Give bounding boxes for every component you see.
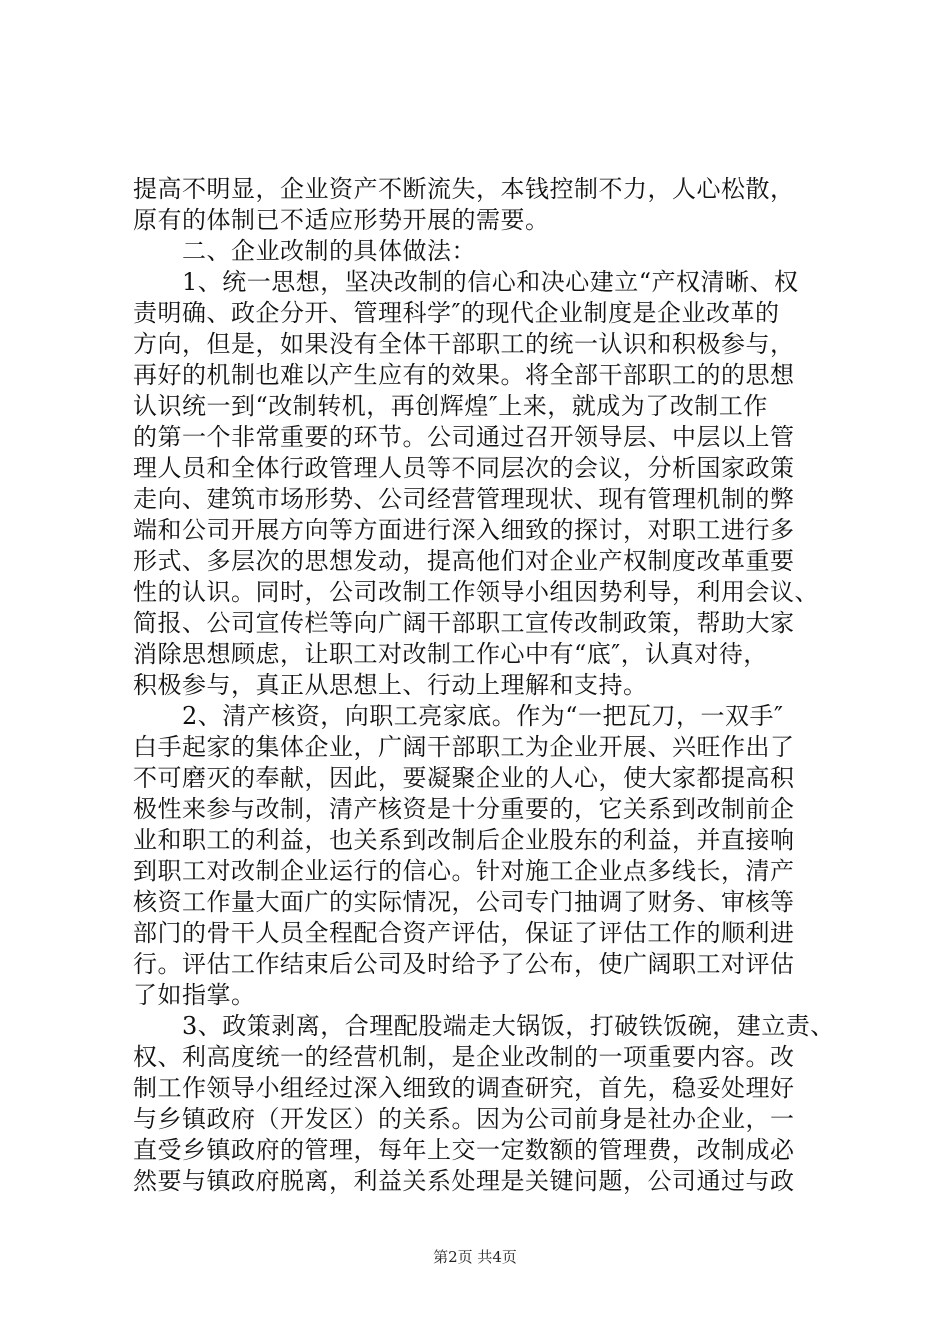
text-line: 责明确、政企分开、管理科学″的现代企业制度是企业改革的 (133, 299, 780, 327)
text-line: 然要与镇政府脱离，利益关系处理是关键问题，公司通过与政 (133, 1167, 795, 1195)
text-line: 积极参与，真正从思想上、行动上理解和支持。 (133, 671, 648, 699)
text-line: 部门的骨干人员全程配合资产评估，保证了评估工作的顺利进 (133, 919, 795, 947)
text-line: 不可磨灭的奉献，因此，要凝聚企业的人心，使大家都提高积 (133, 764, 795, 792)
text-line: 1、统一思想，坚决改制的信心和决心建立“产权清晰、权 (133, 268, 799, 296)
text-line: 性的认识。同时，公司改制工作领导小组因势利导，利用会议、 (133, 578, 819, 606)
text-line: 认识统一到“改制转机，再创辉煌″上来，就成为了改制工作 (133, 392, 768, 420)
text-line: 白手起家的集体企业，广阔干部职工为企业开展、兴旺作出了 (133, 733, 795, 761)
text-line: 方向，但是，如果没有全体干部职工的统一认识和积极参与， (133, 330, 795, 358)
text-line: 理人员和全体行政管理人员等不同层次的会议，分析国家政策 (133, 454, 795, 482)
text-line: 极性来参与改制，清产核资是十分重要的，它关系到改制前企 (133, 795, 795, 823)
text-line: 的第一个非常重要的环节。公司通过召开领导层、中层以上管 (133, 423, 795, 451)
section-heading: 二、企业改制的具体做法： (133, 237, 476, 265)
text-line: 行。评估工作结束后公司及时给予了公布，使广阔职工对评估 (133, 950, 795, 978)
text-line: 再好的机制也难以产生应有的效果。将全部干部职工的的思想 (133, 361, 795, 389)
text-line: 与乡镇政府（开发区）的关系。因为公司前身是社办企业，一 (133, 1105, 795, 1133)
text-line: 业和职工的利益，也关系到改制后企业股东的利益，并直接响 (133, 826, 795, 854)
document-body (133, 174, 833, 1197)
page-number-footer: 第2页 共4页 (433, 1248, 517, 1266)
text-line: 权、利高度统一的经营机制，是企业改制的一项重要内容。改 (133, 1043, 795, 1071)
text-line: 简报、公司宣传栏等向广阔干部职工宣传改制政策，帮助大家 (133, 609, 795, 637)
text-line: 2、清产核资，向职工亮家底。作为“一把瓦刀，一双手″ (133, 702, 784, 730)
text-line: 提高不明显，企业资产不断流失，本钱控制不力，人心松散， (133, 175, 795, 203)
text-line: 走向、建筑市场形势、公司经营管理现状、现有管理机制的弊 (133, 485, 795, 513)
text-line: 核资工作量大面广的实际情况，公司专门抽调了财务、审核等 (133, 888, 795, 916)
text-line: 消除思想顾虑，让职工对改制工作心中有“底″，认真对待， (133, 640, 768, 668)
text-line: 端和公司开展方向等方面进行深入细致的探讨，对职工进行多 (133, 516, 795, 544)
text-line: 了如指掌。 (133, 981, 256, 1009)
text-line: 直受乡镇政府的管理，每年上交一定数额的管理费，改制成必 (133, 1136, 795, 1164)
text-line: 制工作领导小组经过深入细致的调查研究，首先，稳妥处理好 (133, 1074, 795, 1102)
text-line: 原有的体制已不适应形势开展的需要。 (133, 206, 550, 234)
text-line: 3、政策剥离，合理配股端走大锅饭，打破铁饭碗，建立责、 (133, 1012, 835, 1040)
text-line: 形式、多层次的思想发动，提高他们对企业产权制度改革重要 (133, 547, 795, 575)
text-line: 到职工对改制企业运行的信心。针对施工企业点多线长，清产 (133, 857, 795, 885)
